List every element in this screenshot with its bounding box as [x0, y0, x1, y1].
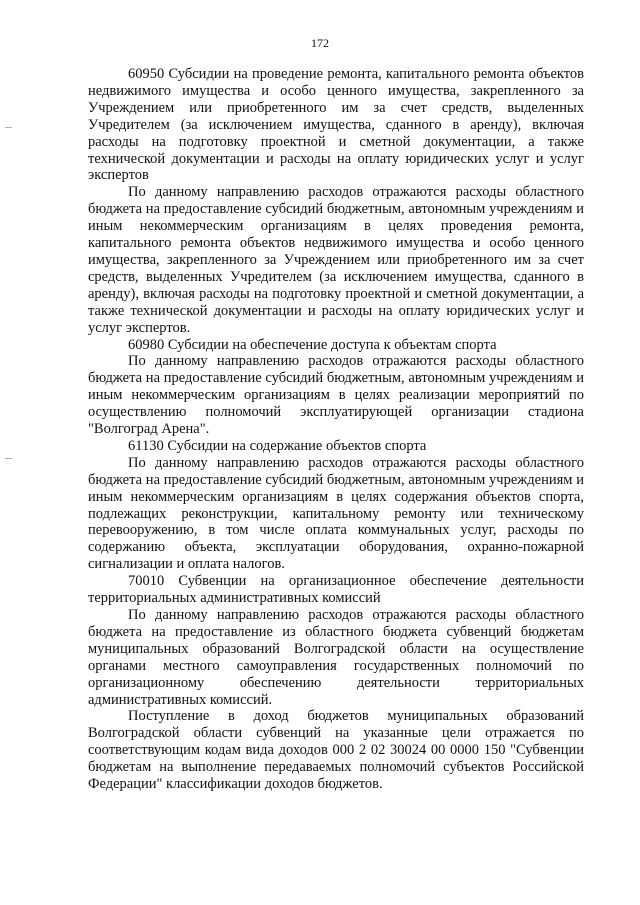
paragraph-text: По данному направлению расходов отражаются расходы областного бюджета на предоставление субсидий бюджетным, автономным учреждениям и иным некоммерческим организациям в целях проведения ремонта, капитального ремонта объектов недвижимого имущества и особо ценного имущества, закрепленного за Учреждением или приобретенного им за счет средств, выделенных Учредителем (за исключением имущества, сданного в аренду), включая расходы на подготовку проектной и сметной документации, а также технической документации и расходы на оплату юридических услуг и услуг экспертов.	[88, 184, 584, 336]
paragraph-text: По данному направлению расходов отражаются расходы областного бюджета на предоставление из областного бюджета субвенций бюджетам муниципальных образований Волгоградской области на осуществление органами местного самоуправления государственных полномочий по организационному обеспечению деятельности территориальных административных комиссий.	[88, 607, 584, 708]
margin-tick-mark	[5, 458, 12, 459]
paragraph-text: По данному направлению расходов отражаются расходы областного бюджета на предоставление субсидий бюджетным, автономным учреждениям и иным некоммерческим организациям в целях содержания объектов спорта, подлежащих реконструкции, капитальному ремонту или техническому перевооружению, в том числе оплата коммунальных услуг, расходы по содержанию объекта, эксплуатации оборудования, охранно-пожарной сигнализации и оплата налогов.	[88, 454, 584, 573]
paragraph-heading-60950: 60950 Субсидии на проведение ремонта, капитального ремонта объектов недвижимого имущества и особо ценного имущества, закрепленного за Учреждением или приобретенного им за счет средств, выделенных Учредителем (за исключением имущества, сданного в аренду), включая расходы на подготовку проектной и сметной документации, а также технической документации и расходы на оплату юридических услуг и услуг экспертов	[88, 66, 584, 184]
paragraph-heading-70010: 70010 Субвенции на организационное обеспечение деятельности территориальных административных комиссий	[88, 573, 584, 607]
paragraph-text: По данному направлению расходов отражаются расходы областного бюджета на предоставление субсидий бюджетным, автономным учреждениям и иным некоммерческим организациям в целях реализации мероприятий по осуществлению полномочий эксплуатирующей организации стадиона "Волгоград Арена".	[88, 353, 584, 438]
paragraph-heading-61130: 61130 Субсидии на содержание объектов спорта	[128, 437, 427, 454]
document-body	[88, 66, 584, 793]
paragraph-heading-60980: 60980 Субсидии на обеспечение доступа к объектам спорта	[128, 336, 497, 353]
paragraph-text: Поступление в доход бюджетов муниципальных образований Волгоградской области субвенций на указанные цели отражается по соответствующим кодам вида доходов 000 2 02 30024 00 0000 150 "Субвенции бюджетам на выполнение передаваемых полномочий субъектов Российской Федерации" классификации доходов бюджетов.	[88, 708, 584, 793]
page-number: 172	[311, 36, 329, 50]
margin-tick-mark	[5, 127, 12, 128]
